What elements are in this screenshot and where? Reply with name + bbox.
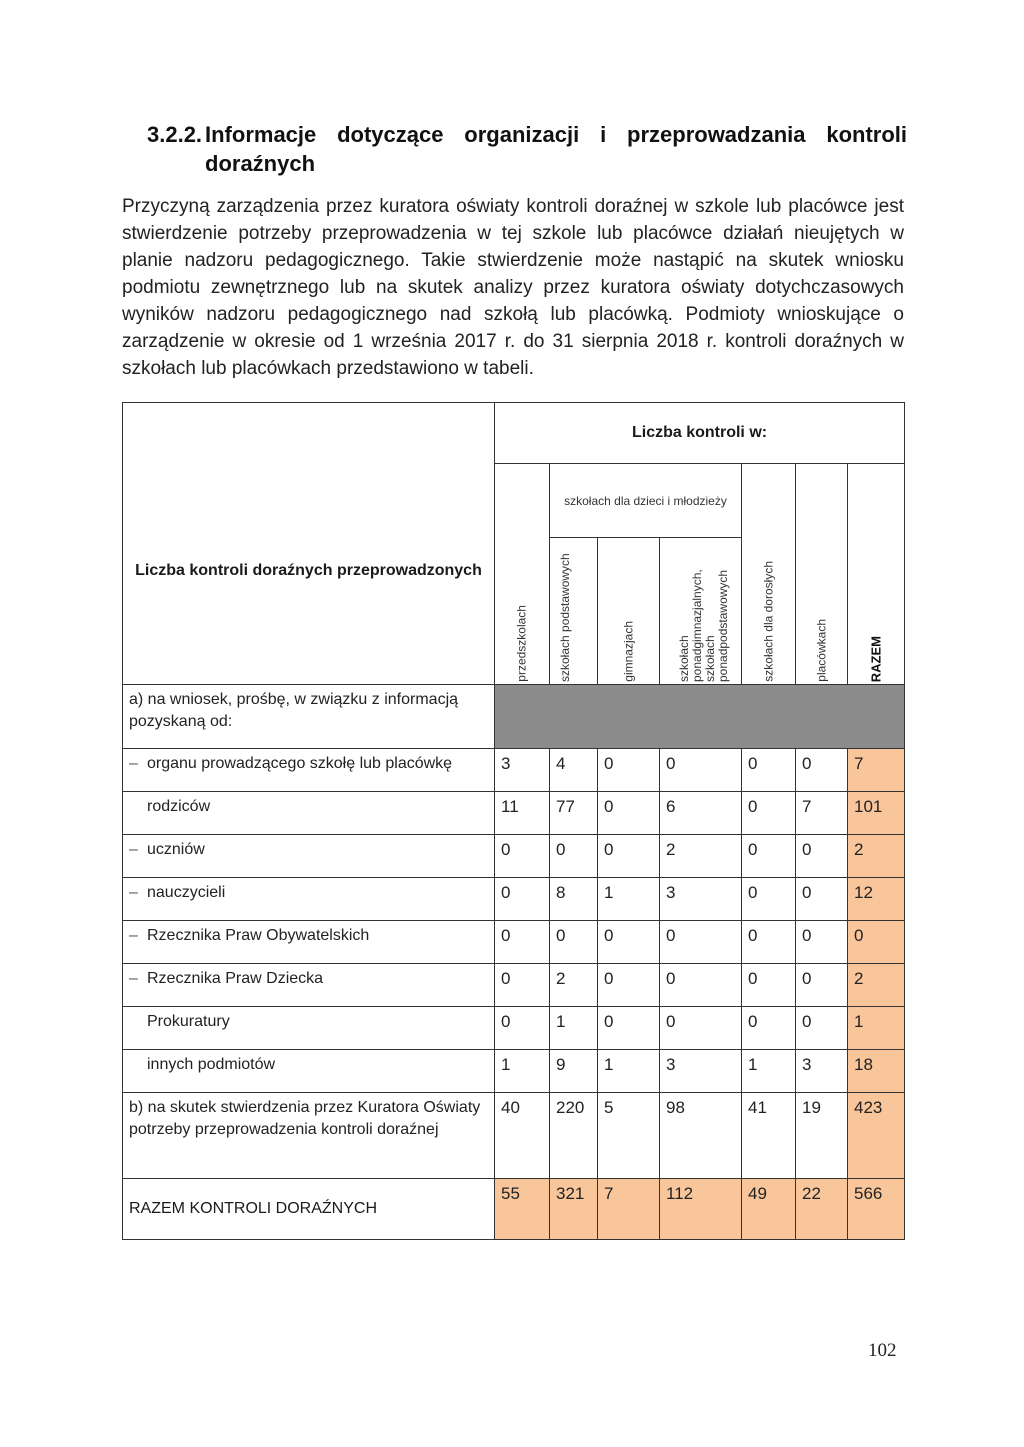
row-label: – organu prowadzącego szkołę lub placówkę <box>123 749 495 792</box>
left-header: Liczba kontroli doraźnych przeprowadzonych <box>123 403 495 685</box>
table-row <box>123 878 905 921</box>
section-a-fill <box>495 685 905 749</box>
cell: 19 <box>796 1093 848 1179</box>
cell-razem: 423 <box>848 1093 905 1179</box>
cell: 6 <box>660 792 742 835</box>
table-row <box>123 921 905 964</box>
cell: 7 <box>796 792 848 835</box>
cell: 77 <box>550 792 598 835</box>
cell-razem: 1 <box>848 1007 905 1050</box>
cell: 0 <box>495 878 550 921</box>
cell: 0 <box>598 792 660 835</box>
col-header-przedszkola: przedszkolach <box>495 464 550 685</box>
row-label: – uczniów <box>123 835 495 878</box>
col-header-razem: RAZEM <box>848 464 905 685</box>
row-label: – nauczycieli <box>123 878 495 921</box>
table-row <box>123 792 905 835</box>
cell: 0 <box>660 921 742 964</box>
cell: 0 <box>742 792 796 835</box>
row-label: – Rzecznika Praw Dziecka <box>123 964 495 1007</box>
cell: 0 <box>598 835 660 878</box>
cell: 0 <box>598 1007 660 1050</box>
section-a-label: a) na wniosek, prośbę, w związku z informacją pozyskaną od: <box>123 685 495 749</box>
total-label: RAZEM KONTROLI DORAŹNYCH <box>123 1179 495 1240</box>
cell: 0 <box>495 921 550 964</box>
cell: 40 <box>495 1093 550 1179</box>
cell: 0 <box>495 835 550 878</box>
cell: 0 <box>742 1007 796 1050</box>
table-row <box>123 749 905 792</box>
section-b-row <box>123 1093 905 1179</box>
cell: 0 <box>495 964 550 1007</box>
cell-razem: 101 <box>848 792 905 835</box>
top-header: Liczba kontroli w: <box>495 403 905 464</box>
cell: 0 <box>796 1007 848 1050</box>
cell: 0 <box>796 878 848 921</box>
cell-razem: 2 <box>848 964 905 1007</box>
cell: 5 <box>598 1093 660 1179</box>
section-heading <box>147 120 907 178</box>
cell: 0 <box>598 749 660 792</box>
cell: 0 <box>495 1007 550 1050</box>
cell: 1 <box>598 1050 660 1093</box>
col-header-ponad: szkołach ponadgimnazjalnych, szkołach ponadpodstawowych <box>660 538 742 685</box>
cell-total: 22 <box>796 1179 848 1240</box>
cell: 0 <box>742 749 796 792</box>
bullet-icon: – <box>129 884 138 901</box>
cell: 8 <box>550 878 598 921</box>
cell: 2 <box>660 835 742 878</box>
cell-total: 55 <box>495 1179 550 1240</box>
col-header-placowki: placówkach <box>796 464 848 685</box>
cell-razem: 0 <box>848 921 905 964</box>
cell: 0 <box>598 921 660 964</box>
cell-total: 112 <box>660 1179 742 1240</box>
cell: 220 <box>550 1093 598 1179</box>
cell: 0 <box>550 921 598 964</box>
cell-razem: 7 <box>848 749 905 792</box>
cell: 41 <box>742 1093 796 1179</box>
table-row <box>123 1007 905 1050</box>
cell: 0 <box>796 964 848 1007</box>
cell: 0 <box>796 749 848 792</box>
row-label: Prokuratury <box>123 1007 495 1050</box>
col-header-gimnazja: gimnazjach <box>598 538 660 685</box>
table-row <box>123 964 905 1007</box>
bullet-icon: – <box>129 970 138 987</box>
cell: 3 <box>796 1050 848 1093</box>
cell: 0 <box>742 878 796 921</box>
col-header-podstawowe: szkołach podstawowych <box>550 538 598 685</box>
cell: 0 <box>796 921 848 964</box>
cell-total: 321 <box>550 1179 598 1240</box>
cell: 3 <box>660 878 742 921</box>
group-header: szkołach dla dzieci i młodzieży <box>550 464 742 538</box>
cell-razem: 12 <box>848 878 905 921</box>
cell: 3 <box>660 1050 742 1093</box>
col-header-dorosli: szkołach dla dorosłych <box>742 464 796 685</box>
page-number: 102 <box>868 1340 897 1361</box>
row-label: rodziców <box>123 792 495 835</box>
row-label: innych podmiotów <box>123 1050 495 1093</box>
cell: 4 <box>550 749 598 792</box>
section-number: 3.2.2. <box>147 122 203 147</box>
cell: 0 <box>660 749 742 792</box>
bullet-icon: – <box>129 927 138 944</box>
cell-razem: 2 <box>848 835 905 878</box>
section-b-label: b) na skutek stwierdzenia przez Kuratora Oświaty potrzeby przeprowadzenia kontroli doraźnej <box>123 1093 495 1179</box>
cell: 1 <box>598 878 660 921</box>
bullet-icon: – <box>129 841 138 858</box>
cell: 0 <box>550 835 598 878</box>
cell: 11 <box>495 792 550 835</box>
cell: 1 <box>550 1007 598 1050</box>
cell: 9 <box>550 1050 598 1093</box>
total-row <box>123 1179 905 1240</box>
inspection-table <box>122 402 905 1240</box>
cell: 2 <box>550 964 598 1007</box>
cell: 1 <box>742 1050 796 1093</box>
data-rows <box>123 749 905 1093</box>
cell: 1 <box>495 1050 550 1093</box>
section-title-line2: doraźnych <box>205 151 316 176</box>
cell-razem: 18 <box>848 1050 905 1093</box>
cell: 0 <box>742 835 796 878</box>
cell: 0 <box>660 964 742 1007</box>
cell: 0 <box>796 835 848 878</box>
cell: 0 <box>742 921 796 964</box>
cell-total-razem: 566 <box>848 1179 905 1240</box>
cell-total: 7 <box>598 1179 660 1240</box>
section-title-line1: Informacje dotyczące organizacji i przeprowadzania kontroli <box>205 122 907 147</box>
cell: 0 <box>742 964 796 1007</box>
row-label: – Rzecznika Praw Obywatelskich <box>123 921 495 964</box>
cell: 3 <box>495 749 550 792</box>
cell-total: 49 <box>742 1179 796 1240</box>
table-row <box>123 835 905 878</box>
table-row <box>123 1050 905 1093</box>
intro-paragraph: Przyczyną zarządzenia przez kuratora oświaty kontroli doraźnej w szkole lub placówce jest stwierdzenie potrzeby przeprowadzenia w tej szkole lub placówce działań nieujętych w planie nadzoru pedagogicznego. Takie stwierdzenie może nastąpić na skutek wniosku podmiotu zewnętrznego lub na skutek analizy przez kuratora oświaty dotychczasowych wyników nadzoru pedagogicznego nad szkołą lub placówką. Podmioty wnioskujące o zarządzenie w okresie od 1 września 2017 r. do 31 sierpnia 2018 r. kontroli doraźnych w szkołach lub placówkach przedstawiono w tabeli. <box>122 196 904 379</box>
cell: 0 <box>660 1007 742 1050</box>
cell: 0 <box>598 964 660 1007</box>
cell: 98 <box>660 1093 742 1179</box>
bullet-icon: – <box>129 755 138 772</box>
